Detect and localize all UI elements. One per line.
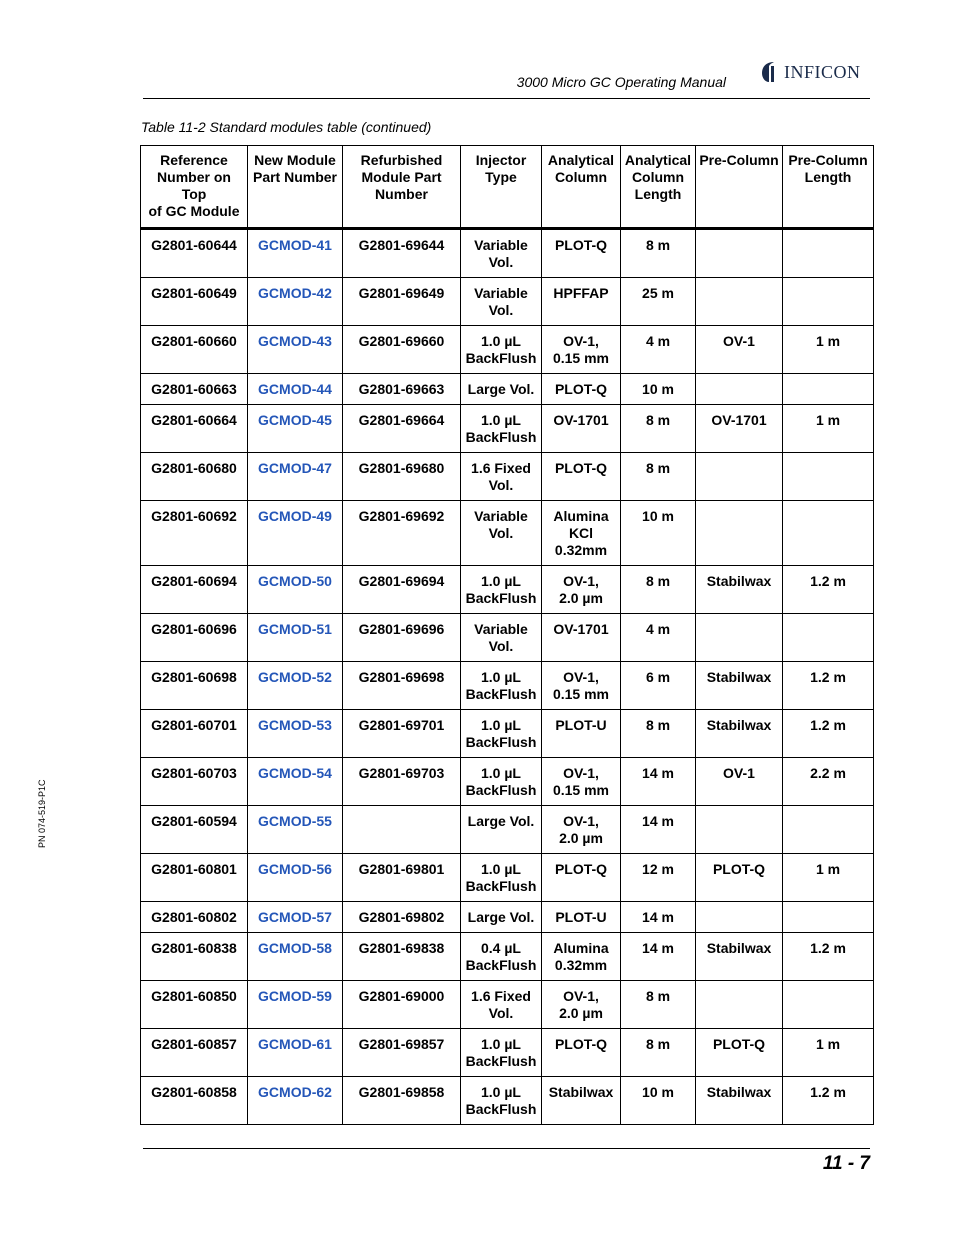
cell-analytical-column-length: 14 m [621, 758, 696, 806]
cell-pre-column [696, 981, 783, 1029]
cell-injector-type: 1.0 µL BackFlush [461, 758, 542, 806]
column-header-pre-column: Pre-Column [696, 146, 783, 229]
cell-analytical-column: PLOT-U [542, 710, 621, 758]
inficon-logo [760, 60, 861, 84]
cell-new-part-number[interactable]: GCMOD-56 [248, 854, 343, 902]
table-row [141, 501, 874, 566]
cell-analytical-column-length: 12 m [621, 854, 696, 902]
cell-analytical-column: PLOT-Q [542, 374, 621, 405]
cell-pre-column-length [783, 614, 874, 662]
table-row [141, 981, 874, 1029]
cell-analytical-column: OV-1701 [542, 405, 621, 453]
cell-analytical-column-length: 8 m [621, 405, 696, 453]
cell-injector-type: Variable Vol. [461, 614, 542, 662]
table-row [141, 758, 874, 806]
cell-refurbished-part-number: G2801-69660 [343, 326, 461, 374]
table-row [141, 566, 874, 614]
cell-reference-number: G2801-60663 [141, 374, 248, 405]
cell-new-part-number[interactable]: GCMOD-53 [248, 710, 343, 758]
cell-pre-column [696, 806, 783, 854]
cell-pre-column-length: 1.2 m [783, 566, 874, 614]
cell-injector-type: 1.0 µL BackFlush [461, 662, 542, 710]
table-row [141, 902, 874, 933]
cell-refurbished-part-number: G2801-69696 [343, 614, 461, 662]
table-row [141, 1077, 874, 1125]
cell-pre-column-length [783, 229, 874, 278]
cell-refurbished-part-number: G2801-69857 [343, 1029, 461, 1077]
cell-injector-type: 0.4 µL BackFlush [461, 933, 542, 981]
cell-injector-type: Variable Vol. [461, 229, 542, 278]
cell-pre-column-length [783, 981, 874, 1029]
cell-pre-column: Stabilwax [696, 1077, 783, 1125]
cell-analytical-column-length: 8 m [621, 229, 696, 278]
column-header-analytical-column-length: Analytical Column Length [621, 146, 696, 229]
cell-reference-number: G2801-60680 [141, 453, 248, 501]
cell-reference-number: G2801-60694 [141, 566, 248, 614]
cell-refurbished-part-number: G2801-69701 [343, 710, 461, 758]
cell-pre-column-length [783, 806, 874, 854]
cell-pre-column [696, 614, 783, 662]
cell-injector-type: 1.0 µL BackFlush [461, 566, 542, 614]
cell-refurbished-part-number: G2801-69644 [343, 229, 461, 278]
cell-reference-number: G2801-60649 [141, 278, 248, 326]
cell-new-part-number[interactable]: GCMOD-62 [248, 1077, 343, 1125]
cell-refurbished-part-number: G2801-69802 [343, 902, 461, 933]
cell-analytical-column-length: 14 m [621, 806, 696, 854]
cell-new-part-number[interactable]: GCMOD-51 [248, 614, 343, 662]
cell-injector-type: Large Vol. [461, 806, 542, 854]
cell-reference-number: G2801-60692 [141, 501, 248, 566]
column-header-reference-number: Reference Number on Top of GC Module [141, 146, 248, 229]
cell-analytical-column-length: 8 m [621, 566, 696, 614]
cell-injector-type: Large Vol. [461, 902, 542, 933]
cell-injector-type: 1.6 Fixed Vol. [461, 981, 542, 1029]
header-divider [143, 98, 870, 99]
footer-divider [143, 1148, 870, 1149]
cell-refurbished-part-number: G2801-69663 [343, 374, 461, 405]
table-row [141, 662, 874, 710]
cell-reference-number: G2801-60801 [141, 854, 248, 902]
cell-analytical-column: HPFFAP [542, 278, 621, 326]
cell-new-part-number[interactable]: GCMOD-44 [248, 374, 343, 405]
table-row [141, 405, 874, 453]
table-row [141, 278, 874, 326]
cell-new-part-number[interactable]: GCMOD-41 [248, 229, 343, 278]
cell-new-part-number[interactable]: GCMOD-59 [248, 981, 343, 1029]
cell-analytical-column-length: 14 m [621, 933, 696, 981]
cell-reference-number: G2801-60850 [141, 981, 248, 1029]
cell-pre-column-length: 1 m [783, 854, 874, 902]
cell-analytical-column-length: 6 m [621, 662, 696, 710]
cell-reference-number: G2801-60698 [141, 662, 248, 710]
table-row [141, 453, 874, 501]
cell-analytical-column-length: 10 m [621, 1077, 696, 1125]
table-row [141, 806, 874, 854]
table-row [141, 614, 874, 662]
cell-pre-column-length [783, 902, 874, 933]
table-row [141, 229, 874, 278]
cell-refurbished-part-number: G2801-69703 [343, 758, 461, 806]
cell-analytical-column: Alumina KCl 0.32mm [542, 501, 621, 566]
part-number-note: PN 074-519-P1C [37, 779, 47, 848]
cell-analytical-column-length: 8 m [621, 981, 696, 1029]
cell-pre-column: PLOT-Q [696, 854, 783, 902]
manual-title: 3000 Micro GC Operating Manual [516, 74, 726, 90]
cell-analytical-column: OV-1701 [542, 614, 621, 662]
column-header-injector-type: Injector Type [461, 146, 542, 229]
table-body [141, 229, 874, 1125]
cell-refurbished-part-number: G2801-69692 [343, 501, 461, 566]
cell-new-part-number[interactable]: GCMOD-61 [248, 1029, 343, 1077]
cell-new-part-number[interactable]: GCMOD-42 [248, 278, 343, 326]
cell-pre-column: Stabilwax [696, 710, 783, 758]
cell-pre-column [696, 374, 783, 405]
cell-new-part-number[interactable]: GCMOD-43 [248, 326, 343, 374]
cell-analytical-column-length: 8 m [621, 453, 696, 501]
cell-injector-type: 1.0 µL BackFlush [461, 405, 542, 453]
cell-refurbished-part-number: G2801-69000 [343, 981, 461, 1029]
cell-new-part-number[interactable]: GCMOD-50 [248, 566, 343, 614]
column-header-refurbished-part-number: Refurbished Module Part Number [343, 146, 461, 229]
cell-pre-column-length: 1.2 m [783, 933, 874, 981]
cell-analytical-column: PLOT-U [542, 902, 621, 933]
cell-pre-column-length: 1.2 m [783, 710, 874, 758]
cell-pre-column: PLOT-Q [696, 1029, 783, 1077]
cell-pre-column: OV-1 [696, 326, 783, 374]
cell-refurbished-part-number: G2801-69680 [343, 453, 461, 501]
table-row [141, 1029, 874, 1077]
cell-refurbished-part-number: G2801-69838 [343, 933, 461, 981]
cell-pre-column [696, 278, 783, 326]
cell-analytical-column: OV-1, 2.0 µm [542, 981, 621, 1029]
cell-analytical-column: Alumina 0.32mm [542, 933, 621, 981]
table-row [141, 933, 874, 981]
table-header-row [141, 146, 874, 229]
cell-pre-column [696, 229, 783, 278]
cell-injector-type: 1.0 µL BackFlush [461, 1077, 542, 1125]
cell-reference-number: G2801-60802 [141, 902, 248, 933]
table-caption: Table 11-2 Standard modules table (continued) [141, 119, 432, 135]
cell-pre-column [696, 453, 783, 501]
standard-modules-table [140, 145, 874, 1125]
cell-analytical-column-length: 10 m [621, 501, 696, 566]
cell-refurbished-part-number: G2801-69694 [343, 566, 461, 614]
cell-analytical-column-length: 8 m [621, 1029, 696, 1077]
cell-pre-column [696, 902, 783, 933]
page-number: 11 - 7 [822, 1153, 870, 1174]
cell-injector-type: 1.0 µL BackFlush [461, 854, 542, 902]
cell-pre-column-length: 1 m [783, 405, 874, 453]
cell-reference-number: G2801-60594 [141, 806, 248, 854]
cell-pre-column-length [783, 453, 874, 501]
cell-pre-column: OV-1 [696, 758, 783, 806]
cell-reference-number: G2801-60838 [141, 933, 248, 981]
cell-pre-column-length [783, 374, 874, 405]
cell-refurbished-part-number: G2801-69698 [343, 662, 461, 710]
cell-analytical-column: OV-1, 2.0 µm [542, 806, 621, 854]
table-row [141, 374, 874, 405]
cell-refurbished-part-number: G2801-69664 [343, 405, 461, 453]
cell-injector-type: 1.0 µL BackFlush [461, 1029, 542, 1077]
cell-analytical-column: Stabilwax [542, 1077, 621, 1125]
cell-reference-number: G2801-60664 [141, 405, 248, 453]
cell-injector-type: 1.0 µL BackFlush [461, 710, 542, 758]
logo-text: INFICON [784, 61, 861, 82]
cell-analytical-column-length: 4 m [621, 326, 696, 374]
column-header-analytical-column: Analytical Column [542, 146, 621, 229]
cell-injector-type: 1.6 Fixed Vol. [461, 453, 542, 501]
cell-reference-number: G2801-60696 [141, 614, 248, 662]
cell-new-part-number[interactable]: GCMOD-54 [248, 758, 343, 806]
cell-pre-column: Stabilwax [696, 566, 783, 614]
cell-analytical-column: PLOT-Q [542, 854, 621, 902]
cell-analytical-column-length: 4 m [621, 614, 696, 662]
cell-injector-type: 1.0 µL BackFlush [461, 326, 542, 374]
cell-reference-number: G2801-60858 [141, 1077, 248, 1125]
cell-new-part-number[interactable]: GCMOD-52 [248, 662, 343, 710]
cell-pre-column-length: 1 m [783, 1029, 874, 1077]
cell-reference-number: G2801-60857 [141, 1029, 248, 1077]
cell-analytical-column-length: 25 m [621, 278, 696, 326]
cell-refurbished-part-number: G2801-69649 [343, 278, 461, 326]
cell-analytical-column: PLOT-Q [542, 229, 621, 278]
cell-pre-column: OV-1701 [696, 405, 783, 453]
cell-reference-number: G2801-60644 [141, 229, 248, 278]
cell-analytical-column: OV-1, 0.15 mm [542, 326, 621, 374]
cell-new-part-number[interactable]: GCMOD-58 [248, 933, 343, 981]
cell-pre-column-length: 1.2 m [783, 1077, 874, 1125]
cell-pre-column [696, 501, 783, 566]
cell-analytical-column-length: 14 m [621, 902, 696, 933]
inficon-logo-icon [760, 60, 782, 84]
cell-analytical-column-length: 10 m [621, 374, 696, 405]
cell-new-part-number[interactable]: GCMOD-45 [248, 405, 343, 453]
column-header-new-part-number: New Module Part Number [248, 146, 343, 229]
cell-analytical-column-length: 8 m [621, 710, 696, 758]
cell-pre-column-length [783, 501, 874, 566]
cell-pre-column: Stabilwax [696, 933, 783, 981]
cell-pre-column-length: 1 m [783, 326, 874, 374]
cell-injector-type: Variable Vol. [461, 278, 542, 326]
cell-new-part-number[interactable]: GCMOD-47 [248, 453, 343, 501]
cell-analytical-column: OV-1, 2.0 µm [542, 566, 621, 614]
column-header-pre-column-length: Pre-Column Length [783, 146, 874, 229]
cell-refurbished-part-number: G2801-69858 [343, 1077, 461, 1125]
cell-pre-column: Stabilwax [696, 662, 783, 710]
cell-new-part-number[interactable]: GCMOD-55 [248, 806, 343, 854]
cell-reference-number: G2801-60660 [141, 326, 248, 374]
cell-refurbished-part-number: G2801-69801 [343, 854, 461, 902]
table-row [141, 326, 874, 374]
cell-pre-column-length [783, 278, 874, 326]
cell-pre-column-length: 2.2 m [783, 758, 874, 806]
cell-injector-type: Variable Vol. [461, 501, 542, 566]
cell-pre-column-length: 1.2 m [783, 662, 874, 710]
cell-analytical-column: OV-1, 0.15 mm [542, 758, 621, 806]
cell-reference-number: G2801-60703 [141, 758, 248, 806]
cell-refurbished-part-number [343, 806, 461, 854]
cell-analytical-column: PLOT-Q [542, 1029, 621, 1077]
cell-reference-number: G2801-60701 [141, 710, 248, 758]
cell-analytical-column: OV-1, 0.15 mm [542, 662, 621, 710]
table-row [141, 854, 874, 902]
cell-injector-type: Large Vol. [461, 374, 542, 405]
table-row [141, 710, 874, 758]
cell-analytical-column: PLOT-Q [542, 453, 621, 501]
cell-new-part-number[interactable]: GCMOD-57 [248, 902, 343, 933]
cell-new-part-number[interactable]: GCMOD-49 [248, 501, 343, 566]
